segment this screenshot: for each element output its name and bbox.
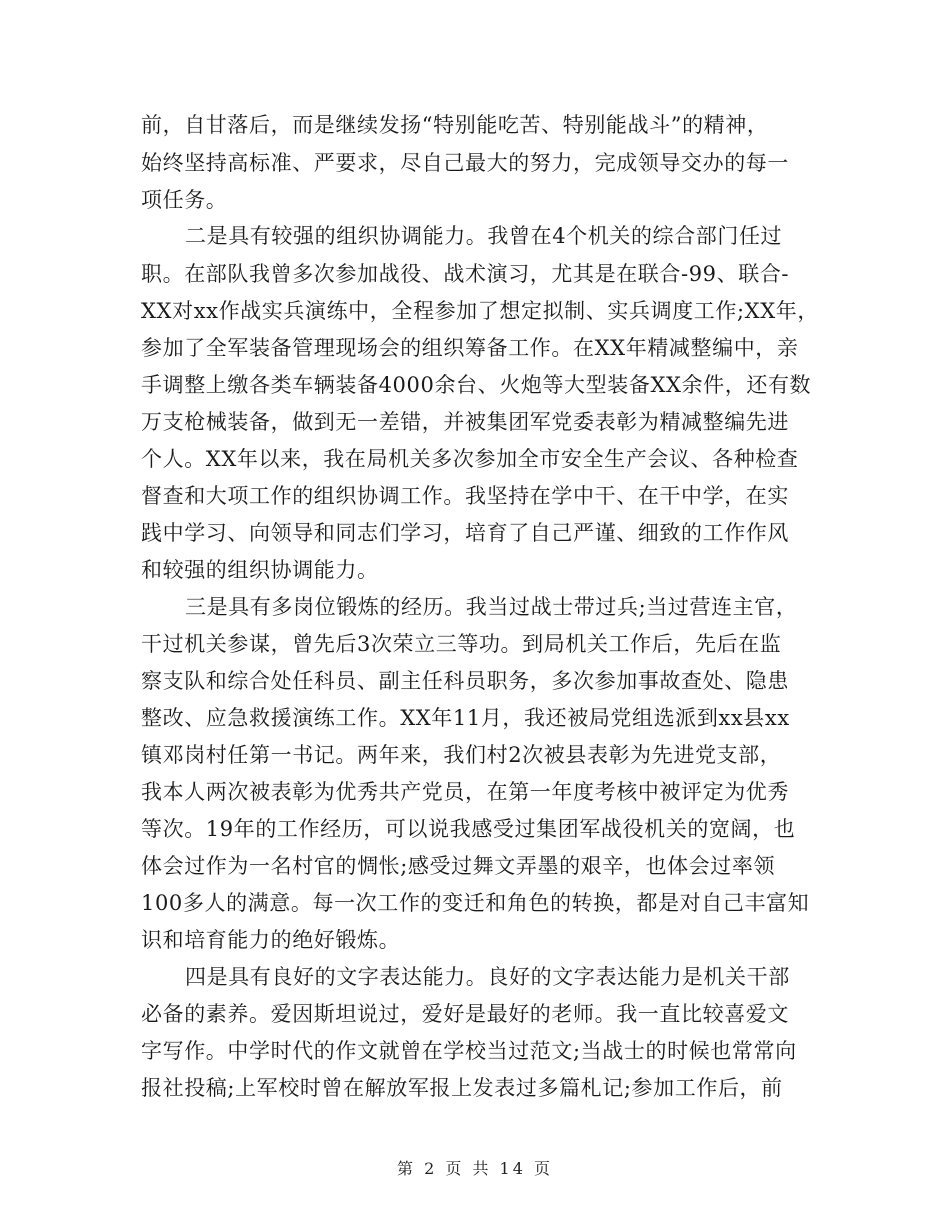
paragraph-start-line: 三是具有多岗位锻炼的经历。我当过战士带过兵;当过营连主官，: [185, 595, 798, 619]
text-line: 我本人两次被表彰为优秀共产党员，在第一年度考核中被评定为优秀: [141, 780, 789, 804]
text-line: 镇邓岗村任第一书记。两年来，我们村2次被县表彰为先进党支部，: [141, 743, 782, 767]
paragraph-start-line: 二是具有较强的组织协调能力。我曾在4个机关的综合部门任过: [185, 224, 783, 248]
text-line: 体会过作为一名村官的惆怅;感受过舞文弄墨的艰辛，也体会过率领: [141, 854, 776, 878]
text-line: 职。在部队我曾多次参加战役、战术演习，尤其是在联合-99、联合-: [141, 262, 790, 286]
text-line: 识和培育能力的绝好锻炼。: [141, 928, 401, 952]
text-line: 手调整上缴各类车辆装备4000余台、火炮等大型装备XX余件，还有数: [141, 373, 812, 397]
text-line: XX对xx作战实兵演练中，全程参加了想定拟制、实兵调度工作;XX年，: [141, 299, 819, 323]
text-line: 整改、应急救援演练工作。XX年11月，我还被局党组选派到xx县xx: [141, 706, 790, 730]
text-line: 和较强的组织协调能力。: [141, 558, 379, 582]
text-line: 参加了全军装备管理现场会的组织筹备工作。在XX年精减整编中，亲: [141, 336, 799, 360]
text-line: 报社投稿;上军校时曾在解放军报上发表过多篇札记;参加工作后，前: [141, 1076, 783, 1100]
text-line: 践中学习、向领导和同志们学习，培育了自己严谨、细致的工作作风: [141, 521, 789, 545]
text-line: 100多人的满意。每一次工作的变迁和角色的转换，都是对自己丰富知: [141, 891, 810, 915]
page-number-footer: 第 2 页 共 14 页: [397, 1159, 553, 1178]
text-line: 必备的素养。爱因斯坦说过，爱好是最好的老师。我一直比较喜爱文: [141, 1002, 789, 1026]
text-line: 察支队和综合处任科员、副主任科员职务，多次参加事故查处、隐患: [141, 669, 789, 693]
text-line: 督查和大项工作的组织协调工作。我坚持在学中干、在干中学，在实: [141, 484, 789, 508]
text-line: 字写作。中学时代的作文就曾在学校当过范文;当战士的时候也常常向: [141, 1039, 797, 1063]
text-line: 等次。19年的工作经历，可以说我感受过集团军战役机关的宽阔，也: [141, 817, 796, 841]
text-line: 万支枪械装备，做到无一差错，并被集团军党委表彰为精减整编先进: [141, 410, 789, 434]
text-line: 始终坚持高标准、严要求，尽自己最大的努力，完成领导交办的每一: [141, 151, 789, 175]
text-line: 干过机关参谋，曾先后3次荣立三等功。到局机关工作后，先后在监: [141, 632, 782, 656]
paragraph-start-line: 四是具有良好的文字表达能力。良好的文字表达能力是机关干部: [185, 965, 790, 989]
text-line: 前，自甘落后，而是继续发扬“特别能吃苦、特别能战斗”的精神，: [141, 113, 769, 137]
text-line: 项任务。: [141, 188, 228, 212]
text-line: 个人。XX年以来，我在局机关多次参加全市安全生产会议、各种检查: [141, 447, 799, 471]
